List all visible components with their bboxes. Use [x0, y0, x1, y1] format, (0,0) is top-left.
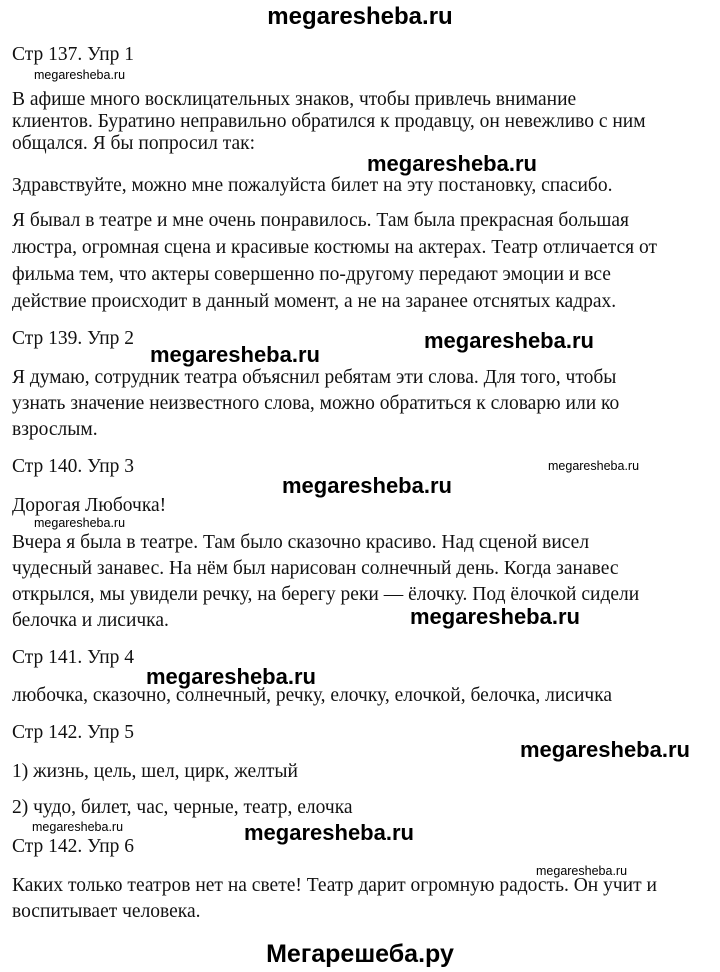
watermark-large: megaresheba.ru: [244, 820, 414, 845]
watermark-large: megaresheba.ru: [424, 328, 594, 353]
exercise-heading: Стр 137. Упр 1: [12, 44, 135, 65]
watermark-small: megaresheba.ru: [34, 68, 126, 82]
watermark-large: megaresheba.ru: [520, 737, 690, 762]
text-line: фильма тем, что актеры совершенно по-другому передают эмоции и все: [12, 264, 611, 285]
exercise-heading: Стр 141. Упр 4: [12, 647, 135, 668]
text-line: люстра, огромная сцена и красивые костюмы на актерах. Театр отличается от: [12, 237, 657, 258]
exercise-heading: Стр 139. Упр 2: [12, 328, 135, 349]
text-line: общался. Я бы попросил так:: [12, 133, 256, 154]
text-line: 1) жизнь, цель, шел, цирк, желтый: [12, 761, 298, 782]
exercise-heading: Стр 140. Упр 3: [12, 456, 135, 477]
exercise-heading: Стр 142. Упр 5: [12, 722, 135, 743]
text-line: Каких только театров нет на свете! Театр дарит огромную радость. Он учит и: [12, 875, 657, 896]
watermark-large: megaresheba.ru: [282, 473, 452, 498]
text-line: узнать значение неизвестного слова, можно обратиться к словарю или ко: [12, 393, 620, 414]
text-line: Здравствуйте, можно мне пожалуйста билет на эту постановку, спасибо.: [12, 175, 613, 196]
text-line: воспитывает человека.: [12, 901, 201, 922]
text-line: чудесный занавес. На нём был нарисован солнечный день. Когда занавес: [12, 558, 619, 579]
text-line: В афише много восклицательных знаков, чтобы привлечь внимание: [12, 89, 577, 110]
watermark-large: megaresheba.ru: [150, 342, 320, 367]
text-line: Я думаю, сотрудник театра объяснил ребятам эти слова. Для того, чтобы: [12, 367, 617, 388]
text-line: клиентов. Буратино неправильно обратился к продавцу, он невежливо с ним: [12, 111, 646, 132]
watermark-small: megaresheba.ru: [34, 516, 126, 530]
site-header: megaresheba.ru: [267, 3, 453, 30]
text-line: белочка и лисичка.: [12, 610, 169, 631]
watermark-large: megaresheba.ru: [410, 604, 580, 629]
site-footer: Мегарешеба.ру: [266, 940, 454, 968]
text-line: любочка, сказочно, солнечный, речку, елочку, елочкой, белочка, лисичка: [12, 685, 613, 706]
text-line: открылся, мы увидели речку, на берегу реки — ёлочку. Под ёлочкой сидели: [12, 584, 640, 605]
text-line: Я бывал в театре и мне очень понравилось. Там была прекрасная большая: [12, 210, 630, 231]
watermark-small: megaresheba.ru: [536, 864, 628, 878]
text-line: Дорогая Любочка!: [12, 495, 167, 516]
watermark-small: megaresheba.ru: [32, 820, 124, 834]
exercise-heading: Стр 142. Упр 6: [12, 836, 135, 857]
text-line: Вчера я была в театре. Там было сказочно красиво. Над сценой висел: [12, 532, 590, 553]
text-line: действие происходит в данный момент, а не на заранее отснятых кадрах.: [12, 291, 617, 312]
text-line: взрослым.: [12, 419, 98, 440]
watermark-large: megaresheba.ru: [146, 664, 316, 689]
watermark-large: megaresheba.ru: [367, 151, 537, 176]
text-line: 2) чудо, билет, час, черные, театр, елочка: [12, 797, 353, 818]
watermark-small: megaresheba.ru: [548, 459, 640, 473]
